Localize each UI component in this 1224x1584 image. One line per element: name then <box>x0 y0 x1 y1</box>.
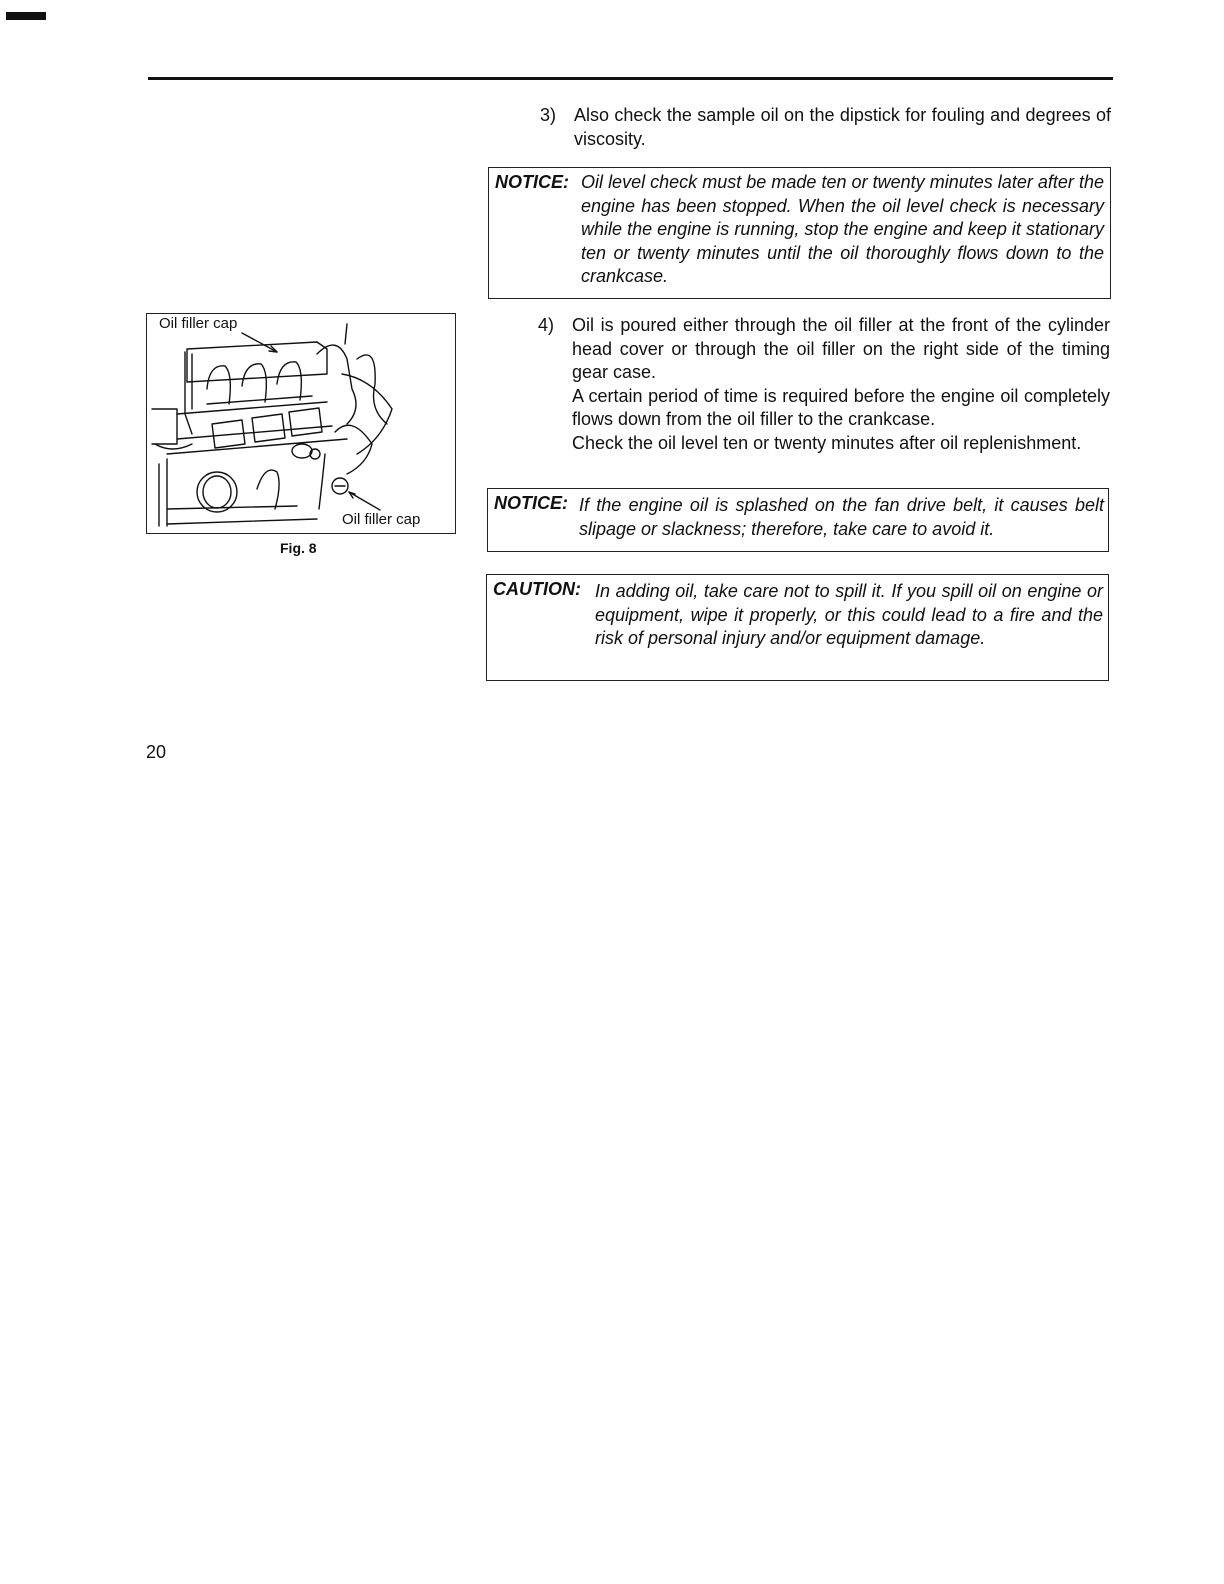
step-3-text: Also check the sample oil on the dipstick for fouling and degrees of viscosity. <box>574 105 1111 149</box>
notice-label: NOTICE: <box>494 493 568 513</box>
caution-label: CAUTION: <box>493 579 581 599</box>
notice-text: Oil level check must be made ten or twenty minutes later after the engine has been stopped. When the oil level check is necessary while the engine is running, stop the engine and keep it stationary ten or twenty minutes until the oil thoroughly flows down to the crankcase. <box>581 172 1104 286</box>
step-4-paragraph-1: Oil is poured either through the oil filler at the front of the cylinder head cover or through the oil filler on the right side of the timing gear case. <box>572 315 1110 382</box>
caution-box <box>486 574 1109 681</box>
figure-label-oil-filler-cap-bottom: Oil filler cap <box>342 511 421 528</box>
notice-box-oil-level <box>488 167 1111 299</box>
notice-box-fan-belt <box>487 488 1109 552</box>
step-3-number: 3) <box>540 105 557 125</box>
corner-registration-mark <box>6 12 46 20</box>
figure-label-oil-filler-cap-top: Oil filler cap <box>159 315 238 332</box>
step-4-number: 4) <box>538 315 555 335</box>
notice-label: NOTICE: <box>495 172 569 192</box>
step-4-paragraph-3: Check the oil level ten or twenty minutes after oil replenishment. <box>572 432 1082 453</box>
step-4 <box>538 314 1110 455</box>
engine-drawing <box>147 314 456 534</box>
header-rule <box>148 77 1113 80</box>
step-3 <box>540 104 1111 151</box>
notice-text: If the engine oil is splashed on the fan drive belt, it causes belt slipage or slackness; therefore, take care to avoid it. <box>579 495 1104 539</box>
caution-text: In adding oil, take care not to spill it. If you spill oil on engine or equipment, wipe it properly, or this could lead to a fire and the risk of personal injury and/or equipment damage. <box>595 581 1103 648</box>
step-4-paragraph-2: A certain period of time is required before the engine oil completely flows down from the oil filler to the crankcase. <box>572 385 1110 429</box>
figure-caption: Fig. 8 <box>280 540 317 556</box>
page-number: 20 <box>146 742 167 762</box>
engine-figure <box>146 313 456 534</box>
